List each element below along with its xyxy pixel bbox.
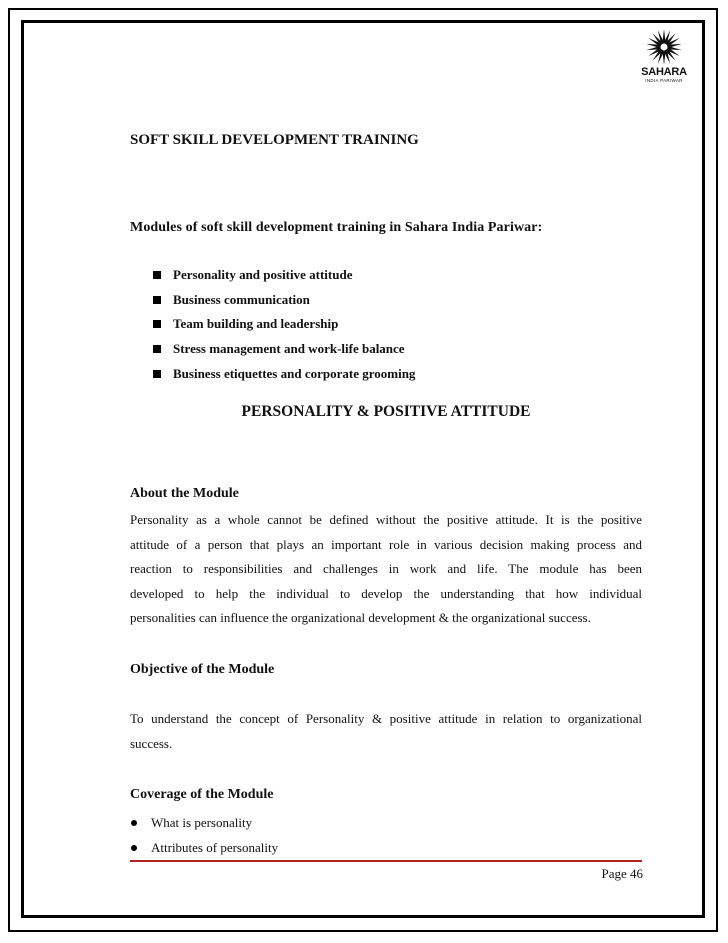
logo-sub-text: INDIA PARIWAR (645, 78, 683, 83)
list-item: Personality and positive attitude (153, 263, 415, 288)
about-paragraph (130, 508, 642, 631)
page-number: Page 46 (601, 866, 643, 881)
paragraph-line: reaction to responsibilities and challenges in work and life. The module has been (130, 561, 642, 577)
modules-list (153, 263, 415, 386)
bullet-icon (131, 820, 137, 826)
paragraph-line: To understand the concept of Personality & positive attitude in relation to organizational (130, 711, 642, 726)
list-item: Attributes of personality (130, 835, 278, 860)
square-bullet-icon (153, 320, 161, 328)
objective-heading: Objective of the Module (130, 662, 275, 677)
bullet-icon (131, 845, 137, 851)
list-item: Business etiquettes and corporate grooming (153, 361, 415, 386)
coverage-heading: Coverage of the Module (130, 787, 274, 802)
paragraph-line: success. (130, 735, 173, 751)
list-item: Stress management and work-life balance (153, 337, 415, 362)
square-bullet-icon (153, 296, 161, 304)
paragraph-line: attitude of a person that plays an important role in various decision making process and (130, 536, 642, 552)
modules-heading: Modules of soft skill development training in Sahara India Pariwar: (130, 220, 543, 235)
about-heading: About the Module (130, 486, 239, 501)
square-bullet-icon (153, 271, 161, 279)
page-border-inner (21, 20, 705, 918)
page-heading: SOFT SKILL DEVELOPMENT TRAINING (130, 132, 419, 148)
logo-brand-text: SAHARA (641, 66, 687, 78)
square-bullet-icon (153, 345, 161, 353)
footer-divider (130, 860, 642, 862)
sahara-logo (636, 28, 692, 90)
paragraph-line: developed to help the individual to develop the understanding that how individual (130, 585, 642, 601)
paragraph-line: personalities can influence the organizational development & the organizational success. (130, 610, 591, 626)
sahara-sunburst-icon (646, 28, 682, 66)
list-item: What is personality (130, 810, 278, 835)
section-title: PERSONALITY & POSITIVE ATTITUDE (241, 403, 531, 420)
list-item: Team building and leadership (153, 312, 415, 337)
square-bullet-icon (153, 370, 161, 378)
paragraph-line: Personality as a whole cannot be defined without the positive attitude. It is the positive (130, 512, 642, 527)
objective-paragraph (130, 707, 642, 756)
list-item: Business communication (153, 288, 415, 313)
coverage-list (130, 810, 278, 860)
